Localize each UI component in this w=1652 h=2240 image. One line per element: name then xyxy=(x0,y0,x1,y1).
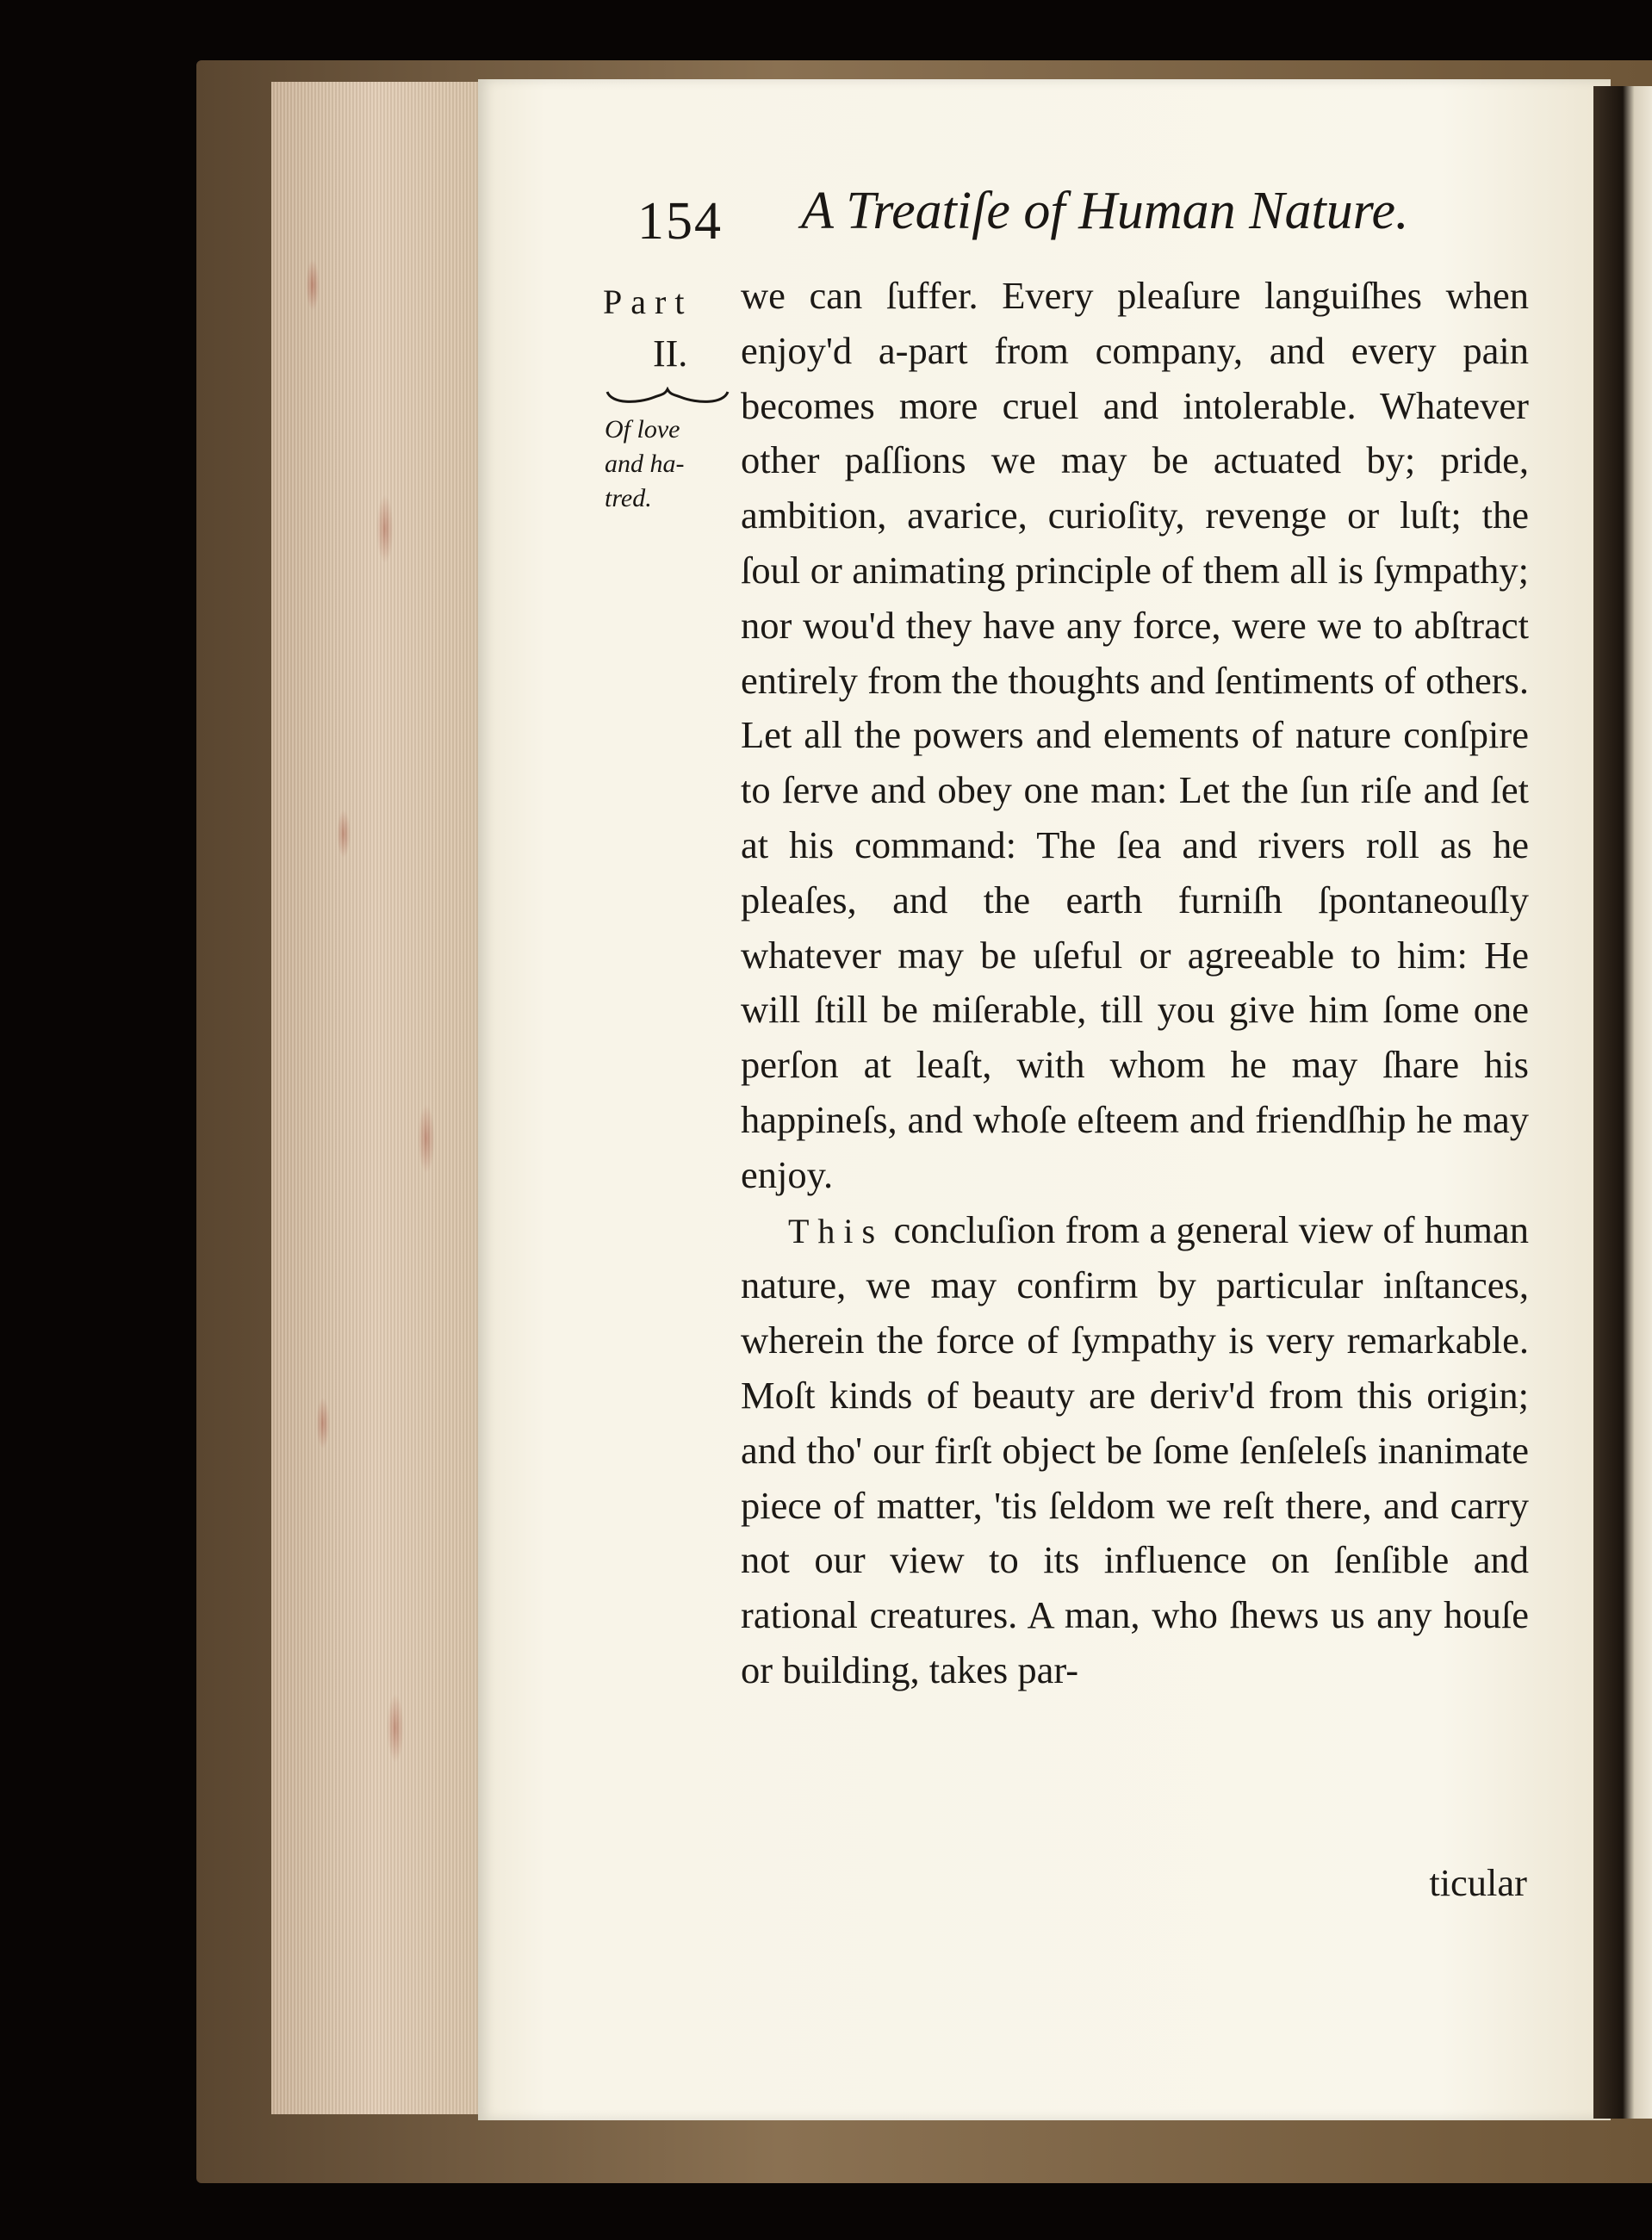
part-number: II. xyxy=(653,332,688,375)
side-note-line-1: Of love xyxy=(605,415,680,444)
part-label-text: Part xyxy=(603,282,693,321)
paragraph-2 xyxy=(741,1203,1529,1698)
paragraph-2-lead: This xyxy=(788,1211,885,1250)
side-note-line-2: and ha- xyxy=(605,450,685,478)
side-note-line-3: tred. xyxy=(605,484,652,512)
page-edges xyxy=(271,82,478,2114)
paragraph-2-text: concluſion from a general view of human nature, we may confirm by particular inſtances, wherein the force of ſympathy is very remarkable. Moſt kinds of beauty are deriv'd from this origin; and tho' our firſt object be ſome ſenſeleſs inanimate piece of matter, 'tis ſeldom we reſt there, and carry not our view to its influence on ſenſible and rational creatures. A man, who ſhews us any houſe or building, takes par- xyxy=(741,1207,1530,1691)
catchword: ticular xyxy=(1429,1861,1527,1904)
part-label xyxy=(603,276,732,328)
page-header xyxy=(637,181,1542,258)
running-title: A Treatiſe of Human Nature. xyxy=(801,182,1409,240)
paragraph-1: we can ſuffer. Every pleaſure languiſhes when enjoy'd a-part from company, and every pain becomes more cruel and intolerable. Whatever other paſſions we may be actuated by; pride, ambition, avarice, curioſity, revenge or luſt; the ſoul or animating principle of them all is ſympathy; nor wou'd they have any force, were we to abſtract entirely from the thoughts and ſentiments of others. Let all the powers and elements of nature conſpire to ſerve and obey one man: Let the ſun riſe and ſet at his command: The ſea and rivers roll as he pleaſes, and the earth furniſh ſpontaneouſly whatever may be uſeful or agreeable to him: He will ſtill be miſerable, till you give him ſome one perſon at leaſt, with whom he may ſhare his happineſs, and whoſe eſteem and friendſhip he may enjoy. xyxy=(741,274,1529,1196)
margin-note xyxy=(603,276,732,516)
page-number: 154 xyxy=(637,192,723,251)
book-gutter xyxy=(1593,86,1652,2119)
brace-icon xyxy=(603,387,732,409)
body-text xyxy=(741,269,1529,1698)
